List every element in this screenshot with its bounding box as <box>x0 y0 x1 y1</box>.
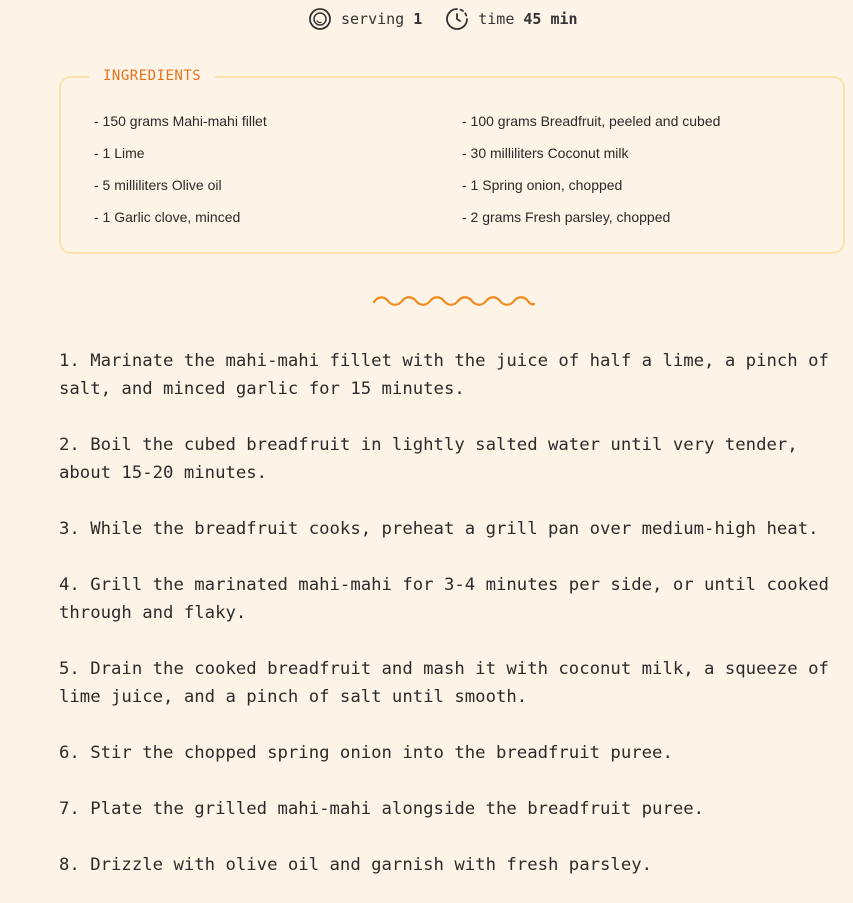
ingredient-item: - 5 milliliters Olive oil <box>94 177 222 193</box>
time-value: 45 min <box>523 10 578 28</box>
time-label: time <box>478 10 515 28</box>
instruction-step: 3. While the breadfruit cooks, preheat a grill pan over medium-high heat. <box>59 519 819 539</box>
instructions-list <box>59 347 849 903</box>
clock-icon <box>446 8 468 30</box>
serving-value: 1 <box>413 10 423 28</box>
instruction-step: 2. Boil the cubed breadfruit in lightly salted water until very tender, about 15-20 minutes. <box>59 435 798 483</box>
recipe-meta <box>309 8 578 30</box>
ingredient-item: - 30 milliliters Coconut milk <box>462 145 629 161</box>
ingredient-item: - 2 grams Fresh parsley, chopped <box>462 209 671 225</box>
ingredient-item: - 100 grams Breadfruit, peeled and cubed <box>462 113 721 129</box>
instruction-step: 8. Drizzle with olive oil and garnish with fresh parsley. <box>59 855 653 875</box>
ingredients-title: INGREDIENTS <box>89 68 215 84</box>
plate-icon <box>309 8 331 30</box>
ingredients-list <box>94 112 834 240</box>
instruction-step: 1. Marinate the mahi-mahi fillet with the juice of half a lime, a pinch of salt, and minced garlic for 15 minutes. <box>59 351 829 399</box>
ingredient-item: - 150 grams Mahi-mahi fillet <box>94 113 267 129</box>
ingredient-item: - 1 Spring onion, chopped <box>462 177 623 193</box>
instruction-step: 4. Grill the marinated mahi-mahi for 3-4 minutes per side, or until cooked through and flaky. <box>59 575 829 623</box>
serving-label: serving <box>341 10 405 28</box>
wavy-divider <box>373 292 535 315</box>
time-info <box>446 8 577 30</box>
ingredient-item: - 1 Lime <box>94 145 145 161</box>
instruction-step: 5. Drain the cooked breadfruit and mash it with coconut milk, a squeeze of lime juice, and a pinch of salt until smooth. <box>59 659 829 707</box>
instruction-step: 6. Stir the chopped spring onion into the breadfruit puree. <box>59 743 673 763</box>
serving-info <box>309 8 422 30</box>
ingredient-item: - 1 Garlic clove, minced <box>94 209 241 225</box>
instruction-step: 7. Plate the grilled mahi-mahi alongside the breadfruit puree. <box>59 799 705 819</box>
ingredients-box <box>59 68 845 254</box>
